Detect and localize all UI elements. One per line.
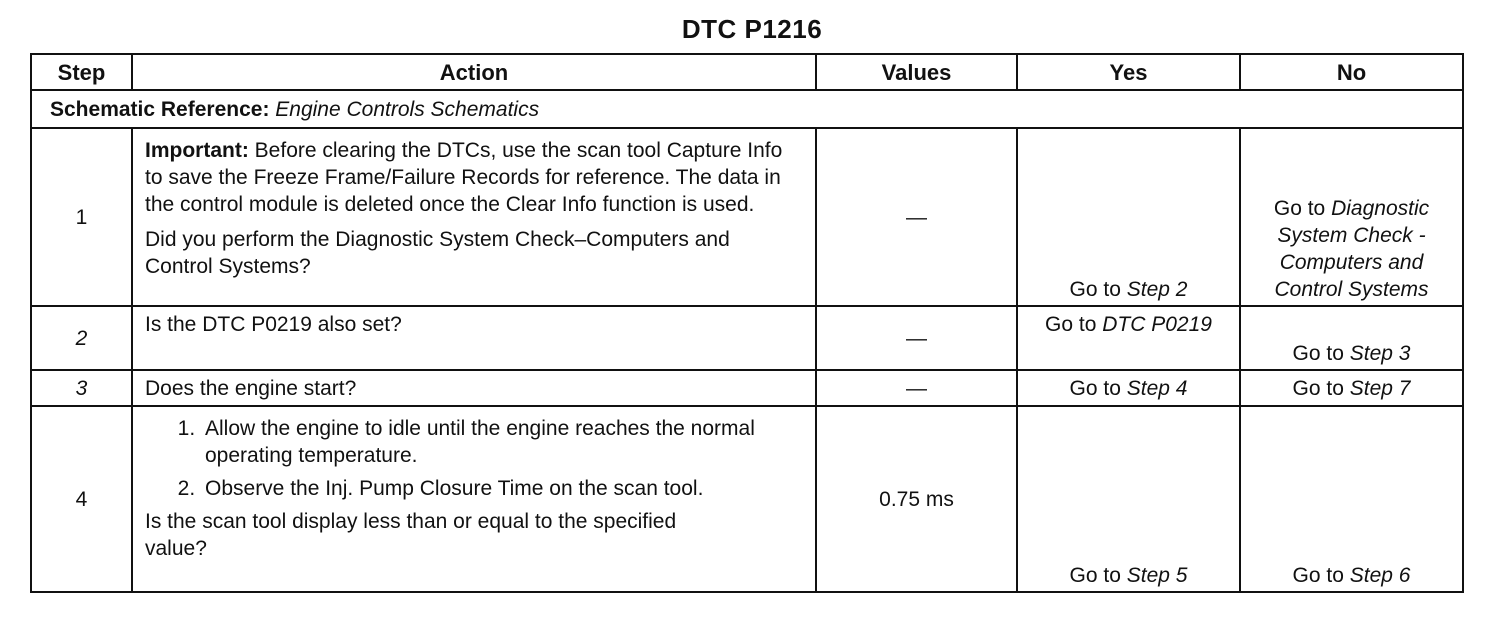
schematic-row (31, 90, 1463, 128)
substep-list (145, 415, 803, 502)
header-step: Step (31, 54, 132, 90)
important-text: Before clearing the DTCs, use the scan tool Capture Info to save the Freeze Frame/Failure Records for reference. The data in the control module is deleted once the Clear Info function is used. (145, 139, 783, 216)
step-number: 1 (31, 128, 132, 306)
value-cell: — (816, 370, 1017, 406)
table-row (31, 306, 1463, 370)
action-cell (132, 128, 816, 306)
no-prefix: Go to (1273, 197, 1326, 220)
no-link[interactable]: Step 6 (1349, 564, 1411, 587)
value-cell: — (816, 128, 1017, 306)
table-row (31, 406, 1463, 592)
value-cell: — (816, 306, 1017, 370)
yes-cell (1017, 128, 1240, 306)
dtc-table (30, 53, 1464, 593)
header-no: No (1240, 54, 1463, 90)
action-cell (132, 406, 816, 592)
step-number: 3 (31, 370, 132, 406)
action-question: Did you perform the Diagnostic System Check–Computers and Control Systems? (145, 228, 730, 278)
action-cell: Is the DTC P0219 also set? (132, 306, 816, 370)
no-link[interactable]: Step 7 (1349, 376, 1411, 400)
schematic-value: Engine Controls Schematics (275, 97, 540, 121)
no-prefix: Go to (1292, 564, 1344, 587)
no-prefix: Go to (1292, 376, 1344, 400)
yes-link[interactable]: Step 5 (1126, 564, 1188, 587)
step-number: 2 (31, 306, 132, 370)
no-cell (1240, 370, 1463, 406)
header-values: Values (816, 54, 1017, 90)
action-cell: Does the engine start? (132, 370, 816, 406)
yes-link[interactable]: DTC P0219 (1102, 313, 1212, 336)
yes-link[interactable]: Step 4 (1126, 376, 1188, 400)
table-row (31, 128, 1463, 306)
yes-cell (1017, 306, 1240, 370)
no-cell (1240, 306, 1463, 370)
no-link[interactable]: Diagnostic System Check - Computers and Control Systems (1274, 197, 1430, 301)
schematic-reference (31, 90, 1463, 128)
no-link[interactable]: Step 3 (1349, 342, 1411, 365)
yes-prefix: Go to (1069, 564, 1121, 587)
action-question: Is the scan tool display less than or equal to the specified value? (145, 510, 677, 560)
no-cell (1240, 128, 1463, 306)
yes-prefix: Go to (1069, 278, 1121, 301)
yes-prefix: Go to (1069, 376, 1121, 400)
substep-item: 1. Allow the engine to idle until the engine reaches the normal operating temperature. (201, 415, 803, 469)
substep-item: 2. Observe the Inj. Pump Closure Time on the scan tool. (201, 475, 803, 502)
no-prefix: Go to (1292, 342, 1344, 365)
header-yes: Yes (1017, 54, 1240, 90)
value-cell: 0.75 ms (816, 406, 1017, 592)
yes-link[interactable]: Step 2 (1126, 278, 1188, 301)
step-number: 4 (31, 406, 132, 592)
action-paragraph (145, 137, 803, 218)
yes-cell (1017, 406, 1240, 592)
header-action: Action (132, 54, 816, 90)
yes-prefix: Go to (1045, 313, 1097, 336)
table-row (31, 370, 1463, 406)
no-cell (1240, 406, 1463, 592)
important-label: Important: (145, 139, 249, 162)
yes-cell (1017, 370, 1240, 406)
header-row (31, 54, 1463, 90)
page-title: DTC P1216 (681, 14, 823, 44)
schematic-label: Schematic Reference: (50, 97, 270, 121)
